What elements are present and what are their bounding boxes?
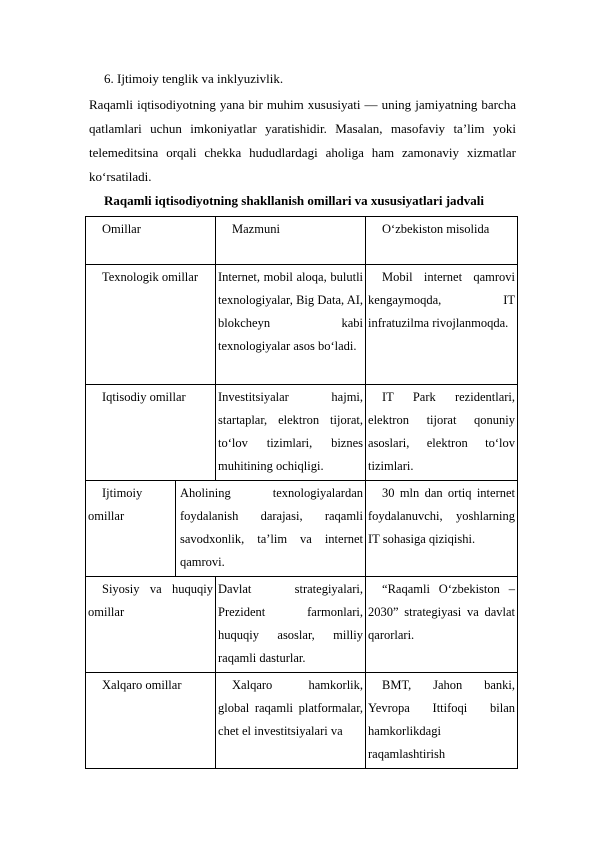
factor-cell: Iqtisodiy omillar — [86, 385, 216, 481]
example-cell: 30 mln dan ortiq internet foydalanuvchi, yoshlarning IT sohasiga qiziqishi. — [366, 481, 518, 577]
body-paragraph: Raqamli iqtisodiyotning yana bir muhim xususiyati — uning jamiyatning barcha qatlamlari uchun imkoniyatlar yaratishidir. Masalan, masofaviy ta’lim yoki telemeditsina orqali chekka hududlardagi aholiga ham zamonaviy xizmatlar ko‘rsatiladi. — [89, 97, 516, 184]
content-cell: Xalqaro hamkorlik, global raqamli platformalar, chet el investitsiyalari va — [216, 673, 366, 769]
list-item-heading: 6. Ijtimoiy tenglik va inklyuzivlik. — [104, 71, 284, 86]
table-header-row — [86, 217, 518, 265]
table-row — [86, 385, 518, 481]
table-title: Raqamli iqtisodiyotning shakllanish omillari va xususiyatlari jadvali — [104, 193, 484, 208]
content-cell: Davlat strategiyalari, Prezident farmonlari, huquqiy asoslar, milliy raqamli dasturlar. — [216, 577, 366, 673]
factor-cell: Ijtimoiy omillar — [86, 481, 176, 577]
example-cell: “Raqamli O‘zbekiston – 2030” strategiyasi va davlat qarorlari. — [366, 577, 518, 673]
table-row — [86, 481, 518, 577]
example-cell: IT Park rezidentlari, elektron tijorat qonuniy asoslari, elektron to‘lov tizimlari. — [366, 385, 518, 481]
header-cell-factors: Omillar — [86, 217, 216, 265]
table-row — [86, 673, 518, 769]
example-cell: BMT, Jahon banki, Yevropa Ittifoqi bilan hamkorlikdagi raqamlashtirish — [366, 673, 518, 769]
header-cell-example: O‘zbekiston misolida — [366, 217, 518, 265]
content-cell: Investitsiyalar hajmi, startaplar, elektron tijorat, to‘lov tizimlari, biznes muhitining ochiqligi. — [216, 385, 366, 481]
factor-cell: Siyosiy va huquqiy omillar — [86, 577, 216, 673]
content-cell: Internet, mobil aloqa, bulutli texnologiyalar, Big Data, AI, blokcheyn kabi texnologiyalar asos bo‘ladi. — [216, 265, 366, 385]
factor-cell: Xalqaro omillar — [86, 673, 216, 769]
table-row — [86, 577, 518, 673]
header-cell-content: Mazmuni — [216, 217, 366, 265]
factor-cell: Texnologik omillar — [86, 265, 216, 385]
table-row — [86, 265, 518, 385]
example-cell: Mobil internet qamrovi kengaymoqda, IT infratuzilma rivojlanmoqda. — [366, 265, 518, 385]
factors-table — [85, 216, 518, 769]
content-cell: Aholining texnologiyalardan foydalanish darajasi, raqamli savodxonlik, ta’lim va internet qamrovi. — [176, 481, 366, 577]
